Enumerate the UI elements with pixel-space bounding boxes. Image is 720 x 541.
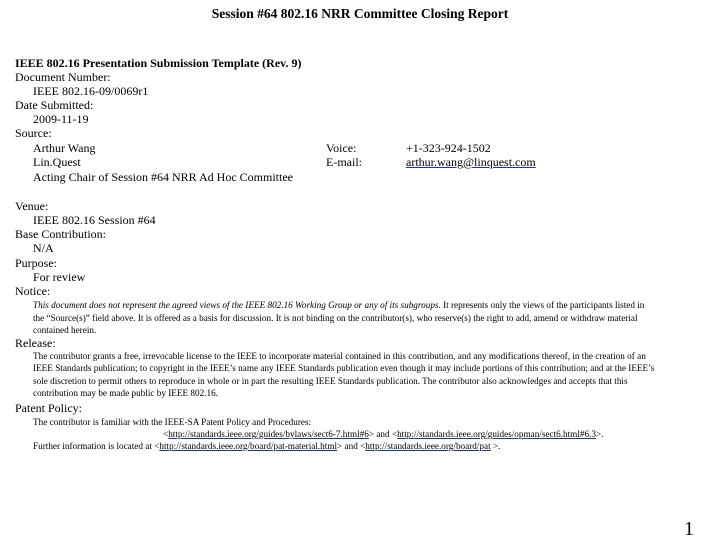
release-line-4: contribution may be made public by IEEE 802.16. bbox=[33, 388, 218, 398]
patent-policy-line-2 bbox=[163, 428, 603, 441]
template-title: IEEE 802.16 Presentation Submission Template (Rev. 9) bbox=[15, 56, 302, 70]
source-name: Arthur Wang bbox=[33, 141, 96, 155]
notice-line-1 bbox=[33, 299, 644, 312]
release-line-1: The contributor grants a free, irrevocable license to the IEEE to incorporate material contained in this contribution, and any modifications thereof, in the creation of an bbox=[33, 351, 646, 361]
notice-italic-text: This document does not represent the agreed views of the IEEE 802.16 Working Group or any of its subgroups bbox=[33, 300, 439, 310]
patent-policy-line-3 bbox=[33, 440, 500, 453]
release-line-2: IEEE Standards publication; to copyright in the IEEE’s name any IEEE Standards publication even though it may include portions of this contribution; and at the IEEE’s bbox=[33, 363, 655, 373]
patent-policy-line-1: The contributor is familiar with the IEEE-SA Patent Policy and Procedures: bbox=[33, 417, 312, 427]
notice-rest-text: . It represents only the views of the participants listed in bbox=[438, 300, 645, 310]
purpose-label: Purpose: bbox=[15, 256, 57, 270]
source-label: Source: bbox=[15, 126, 52, 140]
venue-label: Venue: bbox=[15, 199, 49, 213]
notice-label: Notice: bbox=[15, 284, 51, 298]
period-separator: >. bbox=[595, 429, 604, 439]
slide-title: Session #64 802.16 NRR Committee Closing Report bbox=[211, 6, 509, 21]
voice-value: +1-323-924-1502 bbox=[406, 141, 491, 155]
source-role: Acting Chair of Session #64 NRR Ad Hoc Committee bbox=[33, 170, 293, 184]
opman-link[interactable]: http://standards.ieee.org/guides/opman/sect6.html#6.3 bbox=[397, 429, 596, 439]
purpose-value: For review bbox=[33, 270, 86, 284]
pat-material-link[interactable]: http://standards.ieee.org/board/pat-material.html bbox=[159, 441, 338, 451]
pat-link[interactable]: http://standards.ieee.org/board/pat bbox=[365, 441, 491, 451]
patent-policy-label: Patent Policy: bbox=[15, 401, 82, 415]
release-label: Release: bbox=[15, 336, 56, 350]
page-number: 1 bbox=[684, 518, 694, 540]
email-label: E-mail: bbox=[326, 155, 362, 169]
notice-line-3: contained herein. bbox=[33, 325, 97, 335]
notice-line-2: the “Source(s)” field above. It is offered as a basis for discussion. It is not binding on the contributor(s), who reserve(s) the right to add, amend or withdraw material bbox=[33, 313, 638, 323]
and-separator: > and < bbox=[368, 429, 398, 439]
bylaws-link[interactable]: http://standards.ieee.org/guides/bylaws/sect6-7.html#6 bbox=[168, 429, 369, 439]
date-submitted-label: Date Submitted: bbox=[15, 98, 94, 112]
base-contribution-value: N/A bbox=[33, 241, 54, 255]
lt-sign: < bbox=[163, 429, 169, 439]
further-info-text: Further information is located at < bbox=[33, 441, 160, 451]
voice-label: Voice: bbox=[326, 141, 357, 155]
release-line-3: sole discretion to permit others to reproduce in whole or in part the resulting IEEE Standards publication. The contributor also acknowledges and accepts that this bbox=[33, 376, 628, 386]
end-separator: >. bbox=[490, 441, 501, 451]
email-link[interactable]: arthur.wang@linquest.com bbox=[406, 155, 536, 169]
source-company: Lin.Quest bbox=[33, 155, 81, 169]
base-contribution-label: Base Contribution: bbox=[15, 227, 106, 241]
document-number-label: Document Number: bbox=[15, 70, 111, 84]
document-number-value: IEEE 802.16-09/0069r1 bbox=[33, 84, 149, 98]
and-separator-2: > and < bbox=[337, 441, 366, 451]
date-submitted-value: 2009-11-19 bbox=[33, 112, 89, 126]
venue-value: IEEE 802.16 Session #64 bbox=[33, 213, 156, 227]
